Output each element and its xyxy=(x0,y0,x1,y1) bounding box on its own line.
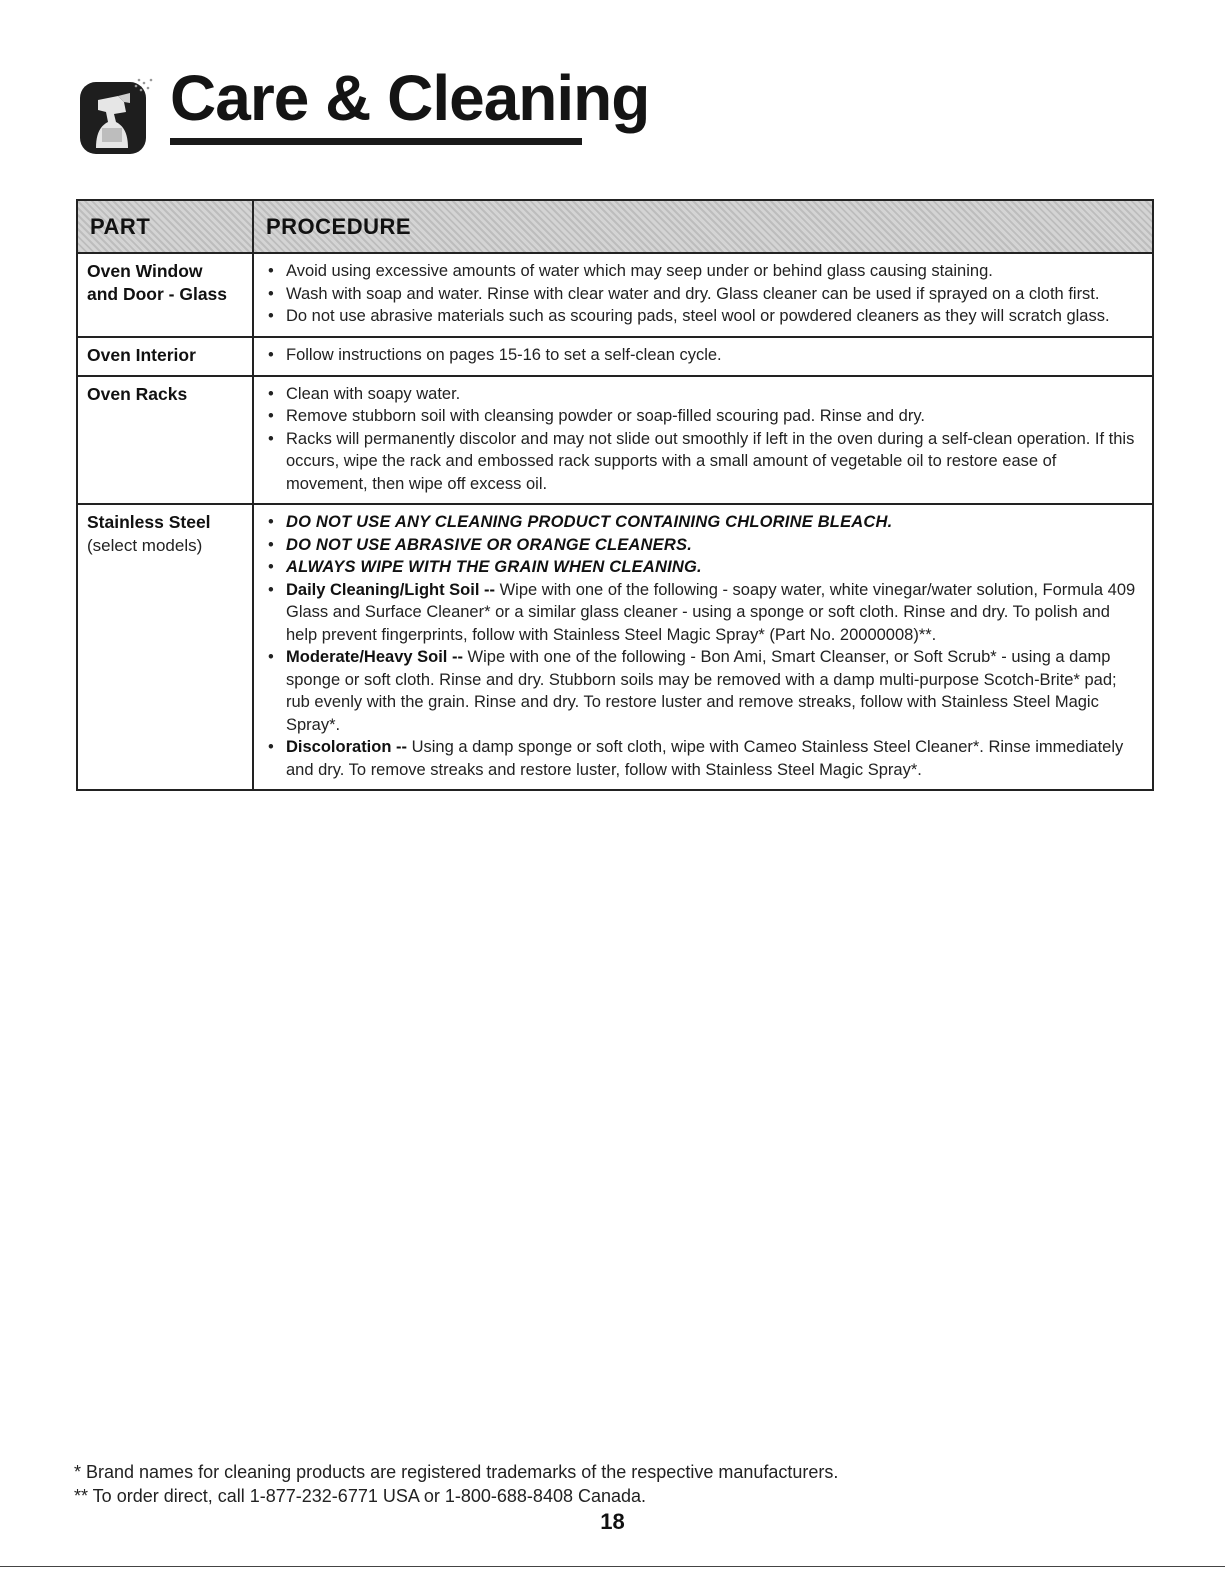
procedure-text: Follow instructions on pages 15-16 to set a self-clean cycle. xyxy=(286,345,722,364)
bullet-icon: • xyxy=(268,345,274,364)
page-number: 18 xyxy=(600,1509,625,1534)
procedure-text: Wipe with one of the following - Bon Ami, Smart Cleanser, or Soft Scrub* - using a damp sponge or soft cloth. Rinse and dry. Stubborn soils may be removed with a damp multi-purpose Scotch-Brite* pad; rub evenly with the grain. Rinse and dry. To restore luster and remove streaks, follow with Stainless Steel Magic Spray*. xyxy=(286,648,1117,734)
bullet-icon: • xyxy=(268,407,274,425)
procedure-text: Do not use abrasive materials such as scouring pads, steel wool or powdered cleaners as they will scratch glass. xyxy=(286,307,1110,325)
procedure-lead: Moderate/Heavy Soil -- xyxy=(286,648,463,666)
bullet-icon: • xyxy=(268,648,274,666)
column-header-procedure: PROCEDURE xyxy=(266,214,412,239)
warning-text: ALWAYS WIPE WITH THE GRAIN WHEN CLEANING. xyxy=(286,558,702,576)
procedure-list xyxy=(266,344,1140,367)
bullet-icon: • xyxy=(268,429,274,448)
procedure-item xyxy=(266,305,1140,328)
bullet-icon: • xyxy=(268,384,274,403)
care-cleaning-table xyxy=(76,199,1154,791)
procedure-item xyxy=(266,646,1140,736)
procedure-item xyxy=(266,260,1140,283)
procedure-item xyxy=(266,534,1140,557)
page-title: Care & Cleaning xyxy=(170,62,650,134)
procedure-item xyxy=(266,344,1140,367)
procedure-item xyxy=(266,405,1140,428)
procedure-item xyxy=(266,383,1140,406)
procedure-text: Wipe with one of the following - soapy water, white vinegar/water solution, Formula 409 Glass and Surface Cleaner* or a similar glass cleaner - using a sponge or soft cloth. Rinse and dry. To polish and help prevent fingerprints, follow with Stainless Steel Magic Spray* (Part No. 20000008)**. xyxy=(286,580,1136,644)
footnote-order: ** To order direct, call 1-877-232-6771 USA or 1-800-688-8408 Canada. xyxy=(74,1486,647,1506)
procedure-cell xyxy=(254,377,1152,504)
table-body xyxy=(78,254,1152,789)
procedure-text: Clean with soapy water. xyxy=(286,384,461,403)
footnote-trademarks: * Brand names for cleaning products are registered trademarks of the respective manufacturers. xyxy=(74,1462,839,1482)
procedure-text: Avoid using excessive amounts of water which may seep under or behind glass causing staining. xyxy=(286,262,993,280)
procedure-item xyxy=(266,283,1140,306)
bullet-icon: • xyxy=(268,307,274,325)
spray-bottle-icon xyxy=(78,76,158,156)
procedure-cell xyxy=(254,338,1152,375)
procedure-item xyxy=(266,556,1140,579)
procedure-item xyxy=(266,736,1140,781)
procedure-item xyxy=(266,511,1140,534)
title-underline xyxy=(170,138,582,145)
procedure-lead: Discoloration -- xyxy=(286,738,408,756)
bullet-icon: • xyxy=(268,738,274,756)
procedure-item xyxy=(266,579,1140,647)
procedure-text: Remove stubborn soil with cleansing powder or soap-filled scouring pad. Rinse and dry. xyxy=(286,407,925,425)
part-name: Oven Interior xyxy=(87,344,196,365)
part-cell xyxy=(78,377,254,504)
procedure-lead: Daily Cleaning/Light Soil -- xyxy=(286,580,496,599)
part-cell xyxy=(78,338,254,375)
bullet-icon: • xyxy=(268,262,274,280)
procedure-text: Racks will permanently discolor and may not slide out smoothly if left in the oven during a self-clean operation. If this occurs, wipe the rack and embossed rack supports with a small amount of vegetable oil to restore ease of movement, then wipe off excess oil. xyxy=(286,429,1135,493)
table-header xyxy=(78,201,1152,254)
table-row xyxy=(78,338,1152,377)
procedure-list xyxy=(266,383,1140,496)
part-name: Oven Racks xyxy=(87,383,188,404)
page-header xyxy=(78,58,650,153)
bottom-rule xyxy=(0,1566,1225,1567)
procedure-text: Using a damp sponge or soft cloth, wipe with Cameo Stainless Steel Cleaner*. Rinse immediately and dry. To remove streaks and restore luster, follow with Stainless Steel Magic Spray*. xyxy=(286,738,1124,779)
warning-text: DO NOT USE ANY CLEANING PRODUCT CONTAINING CHLORINE BLEACH. xyxy=(286,513,893,531)
part-cell xyxy=(78,254,254,336)
table-row xyxy=(78,505,1152,789)
bullet-icon: • xyxy=(268,558,274,576)
warning-text: DO NOT USE ABRASIVE OR ORANGE CLEANERS. xyxy=(286,535,692,554)
bullet-icon: • xyxy=(268,580,274,599)
part-subtitle: (select models) xyxy=(87,536,203,555)
procedure-cell xyxy=(254,505,1152,789)
part-cell xyxy=(78,505,254,789)
table-row xyxy=(78,377,1152,506)
bullet-icon: • xyxy=(268,535,274,554)
bullet-icon: • xyxy=(268,513,274,531)
procedure-list xyxy=(266,260,1140,328)
procedure-text: Wash with soap and water. Rinse with clear water and dry. Glass cleaner can be used if sprayed on a cloth first. xyxy=(286,284,1100,303)
part-name: Stainless Steel xyxy=(87,512,211,532)
procedure-item xyxy=(266,428,1140,496)
part-name: Oven Window and Door - Glass xyxy=(87,261,228,304)
bullet-icon: • xyxy=(268,284,274,303)
procedure-list xyxy=(266,511,1140,781)
footnotes xyxy=(74,1460,838,1508)
procedure-cell xyxy=(254,254,1152,336)
table-row xyxy=(78,254,1152,338)
column-header-part: PART xyxy=(78,201,254,252)
